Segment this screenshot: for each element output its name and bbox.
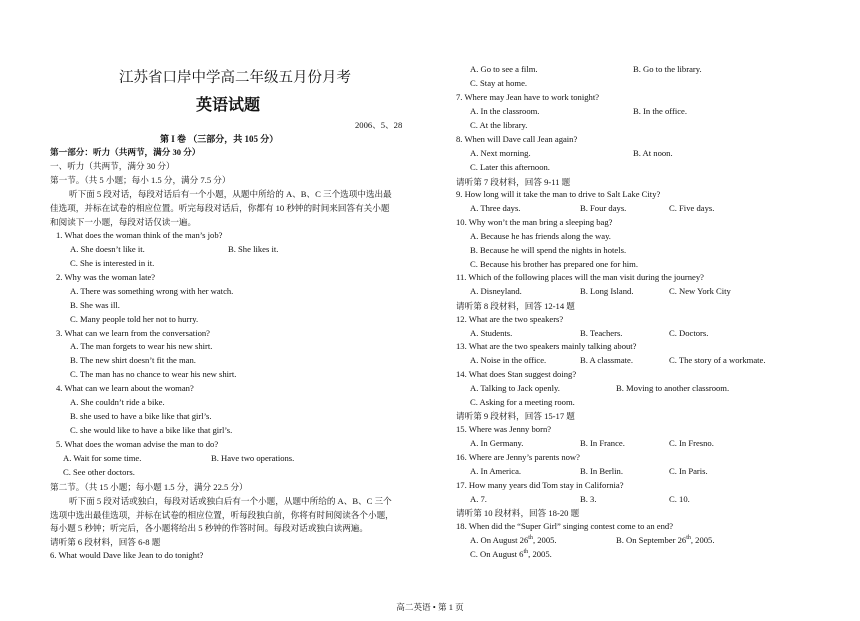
- question-9-option-b: B. Four days.: [580, 203, 627, 213]
- exam-subject: 英语试题: [196, 97, 261, 114]
- question-9-option-c: C. Five days.: [669, 203, 715, 213]
- question-1-option-c: C. She is interested in it.: [70, 258, 155, 268]
- question-9-option-a: A. Three days.: [470, 203, 521, 213]
- question-13-stem: 13. What are the two speakers mainly talking about?: [456, 341, 637, 351]
- question-17-option-a: A. 7.: [470, 494, 487, 504]
- question-6-stem: 6. What would Dave like Jean to do tonight?: [50, 550, 204, 560]
- question-15-option-a: A. In Germany.: [470, 438, 524, 448]
- question-10-option-c: C. Because his brother has prepared one for him.: [470, 259, 639, 269]
- question-10-stem: 10. Why won’t the man bring a sleeping bag?: [456, 217, 613, 227]
- question-14-option-a: A. Talking to Jack openly.: [470, 383, 560, 393]
- question-3-stem: 3. What can we learn from the conversation?: [56, 328, 210, 338]
- listening-note-9: 请听第 9 段材料，回答 15-17 题: [456, 411, 575, 421]
- question-1-option-a: A. She doesn’t like it.: [70, 244, 145, 254]
- section2-heading: 第二节。（共 15 小题；每小题 1.5 分，满分 22.5 分）: [50, 482, 248, 492]
- question-15-stem: 15. Where was Jenny born?: [456, 424, 552, 434]
- question-14-stem: 14. What does Stan suggest doing?: [456, 369, 577, 379]
- question-7-option-a: A. In the classroom.: [470, 106, 540, 116]
- question-2-option-b: B. She was ill.: [70, 300, 120, 310]
- question-2-option-a: A. There was something wrong with her watch.: [70, 286, 234, 296]
- part1-heading: 第一部分：听力（共两节，满分 30 分）: [50, 147, 201, 157]
- right-column: [430, 0, 860, 600]
- question-1-option-b: B. She likes it.: [228, 244, 279, 254]
- question-9-stem: 9. How long will it take the man to drive to Salt Lake City?: [456, 189, 661, 199]
- section2-instruction-1: 听下面 5 段对话或独白，每段对话或独白后有一个小题，从题中所给的 A、B、C 三个: [69, 496, 392, 506]
- section1-instruction-2: 佳选项，并标在试卷的相应位置。听完每段对话后，你都有 10 秒钟的时间来回答有关小题: [50, 203, 390, 213]
- question-2-stem: 2. Why was the woman late?: [56, 272, 156, 282]
- question-16-option-c: C. In Paris.: [669, 466, 708, 476]
- question-1-stem: 1. What does the woman think of the man’s job?: [56, 230, 223, 240]
- question-17-option-b: B. 3.: [580, 494, 597, 504]
- question-5-option-b: B. Have two operations.: [211, 453, 295, 463]
- question-13-option-b: B. A classmate.: [580, 355, 633, 365]
- question-15-option-b: B. In France.: [580, 438, 625, 448]
- question-13-option-a: A. Noise in the office.: [470, 355, 547, 365]
- section1-instruction-3: 和阅读下一小题，每段对话仅读一遍。: [50, 217, 197, 227]
- question-18-option-b: B. On September 26th, 2005.: [616, 535, 715, 545]
- question-14-option-b: B. Moving to another classroom.: [616, 383, 730, 393]
- listening-note-10: 请听第 10 段材料，回答 18-20 题: [456, 508, 580, 518]
- question-10-option-b: B. Because he will spend the nights in hotels.: [470, 245, 627, 255]
- section2-instruction-3: 每小题 5 秒钟；听完后，各小题将给出 5 秒钟的作答时间。每段对话或独白读两遍。: [50, 523, 368, 533]
- question-2-option-c: C. Many people told her not to hurry.: [70, 314, 199, 324]
- question-12-option-b: B. Teachers.: [580, 328, 623, 338]
- listening-note-6: 请听第 6 段材料，回答 6-8 题: [50, 537, 161, 547]
- question-17-option-c: C. 10.: [669, 494, 690, 504]
- question-5-stem: 5. What does the woman advise the man to do?: [56, 439, 219, 449]
- question-16-option-b: B. In Berlin.: [580, 466, 623, 476]
- left-column: [0, 0, 430, 600]
- listening-note-7: 请听第 7 段材料，回答 9-11 题: [456, 177, 571, 187]
- question-8-stem: 8. When will Dave call Jean again?: [456, 134, 578, 144]
- question-15-option-c: C. In Fresno.: [669, 438, 714, 448]
- page-footer: 高二英语 • 第 1 页: [396, 602, 464, 612]
- question-12-option-c: C. Doctors.: [669, 328, 709, 338]
- section1-heading: 第一节。（共 5 小题；每小 1.5 分，满分 7.5 分）: [50, 175, 231, 185]
- question-7-option-b: B. In the office.: [633, 106, 688, 116]
- question-4-option-a: A. She couldn’t ride a bike.: [70, 397, 165, 407]
- question-3-option-b: B. The new shirt doesn’t fit the man.: [70, 355, 196, 365]
- question-8-option-a: A. Next morning.: [470, 148, 531, 158]
- question-6-option-a: A. Go to see a film.: [470, 64, 538, 74]
- question-18-option-a: A. On August 26th, 2005.: [470, 535, 557, 545]
- question-8-option-b: B. At noon.: [633, 148, 673, 158]
- question-12-stem: 12. What are the two speakers?: [456, 314, 564, 324]
- question-8-option-c: C. Later this afternoon.: [470, 162, 550, 172]
- question-11-option-c: C. New York City: [669, 286, 731, 296]
- question-12-option-a: A. Students.: [470, 328, 513, 338]
- listening-note-8: 请听第 8 段材料，回答 12-14 题: [456, 301, 575, 311]
- question-5-option-c: C. See other doctors.: [63, 467, 135, 477]
- question-4-stem: 4. What can we learn about the woman?: [56, 383, 194, 393]
- question-3-option-c: C. The man has no chance to wear his new shirt.: [70, 369, 237, 379]
- question-3-option-a: A. The man forgets to wear his new shirt.: [70, 341, 213, 351]
- question-4-option-b: B. she used to have a bike like that girl’s.: [70, 411, 212, 421]
- question-18-option-c: C. On August 6th, 2005.: [470, 549, 552, 559]
- question-7-option-c: C. At the library.: [470, 120, 528, 130]
- listening-subheading: 一、听力（共两节，满分 30 分）: [50, 161, 175, 171]
- exam-title: 江苏省口岸中学高二年级五月份月考: [119, 70, 351, 86]
- question-6-option-b: B. Go to the library.: [633, 64, 702, 74]
- section1-instruction-1: 听下面 5 段对话，每段对话后有一个小题，从题中所给的 A、B、C 三个选项中选出最: [69, 189, 392, 199]
- question-13-option-c: C. The story of a workmate.: [669, 355, 766, 365]
- section2-instruction-2: 选项中选出最佳选项，并标在试卷的相应位置，听每段独白前，你将有时间阅读各个小题，: [50, 510, 394, 520]
- question-17-stem: 17. How many years did Tom stay in California?: [456, 480, 624, 490]
- question-16-stem: 16. Where are Jenny’s parents now?: [456, 452, 580, 462]
- question-11-stem: 11. Which of the following places will the man visit during the journey?: [456, 272, 704, 282]
- question-7-stem: 7. Where may Jean have to work tonight?: [456, 92, 600, 102]
- question-10-option-a: A. Because he has friends along the way.: [470, 231, 611, 241]
- question-5-option-a: A. Wait for some time.: [63, 453, 142, 463]
- question-11-option-a: A. Disneyland.: [470, 286, 522, 296]
- question-6-option-c: C. Stay at home.: [470, 78, 528, 88]
- question-11-option-b: B. Long Island.: [580, 286, 634, 296]
- question-14-option-c: C. Asking for a meeting room.: [470, 397, 575, 407]
- question-4-option-c: C. she would like to have a bike like that girl’s.: [70, 425, 233, 435]
- question-16-option-a: A. In America.: [470, 466, 522, 476]
- question-18-stem: 18. When did the “Super Girl” singing contest come to an end?: [456, 521, 674, 531]
- volume-heading: 第 I 卷 （三部分，共 105 分）: [160, 134, 279, 144]
- exam-date: 2006、5、28: [355, 120, 403, 130]
